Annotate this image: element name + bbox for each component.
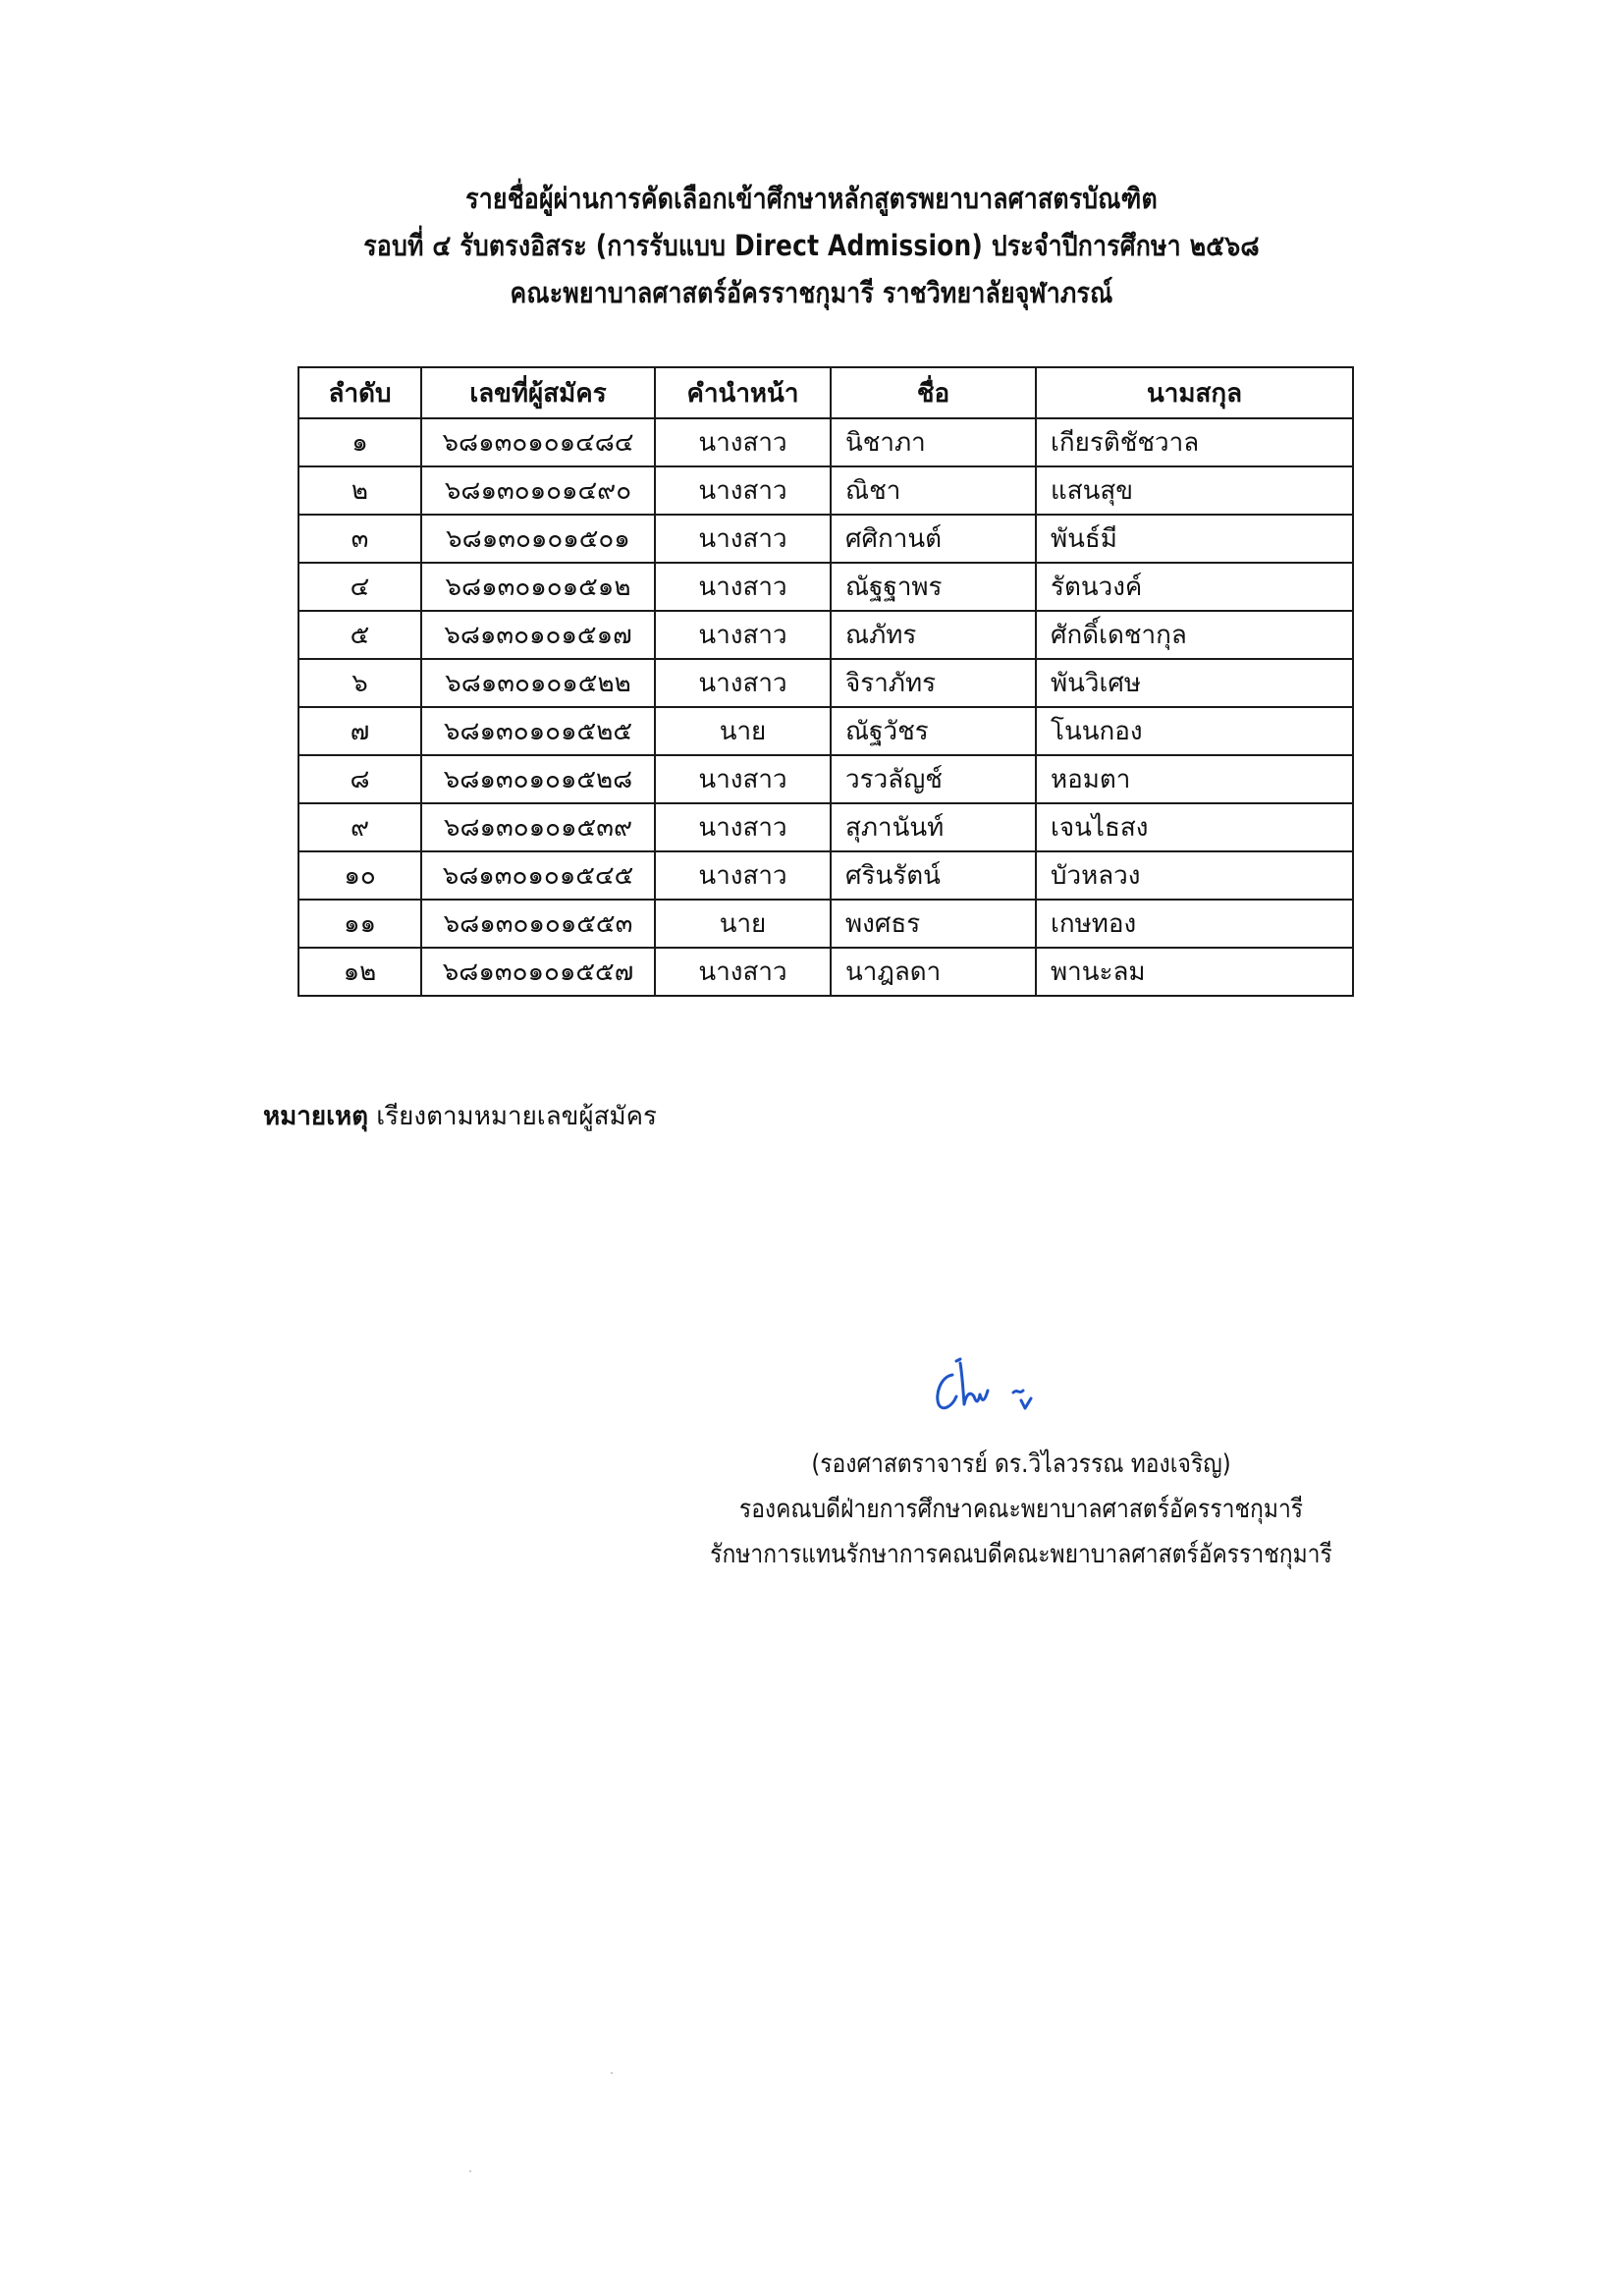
- cell-seq: ๑: [298, 418, 421, 466]
- signature-stroke: [956, 1359, 960, 1361]
- cell-seq: ๔: [298, 563, 421, 611]
- cell-prefix: นางสาว: [655, 659, 831, 707]
- table-row: [298, 803, 1353, 851]
- table-row: [298, 659, 1353, 707]
- cell-applicant-no: ๖๘๑๓๐๑๐๑๕๒๘: [421, 755, 655, 803]
- cell-seq: ๑๑: [298, 900, 421, 948]
- cell-prefix: นาย: [655, 707, 831, 755]
- cell-seq: ๕: [298, 611, 421, 659]
- remark-label: หมายเหตุ: [263, 1102, 369, 1131]
- cell-first-name: สุภานันท์: [831, 803, 1036, 851]
- table-row: [298, 851, 1353, 900]
- cell-last-name: บัวหลวง: [1036, 851, 1353, 900]
- cell-last-name: เจนไธสง: [1036, 803, 1353, 851]
- cell-applicant-no: ๖๘๑๓๐๑๐๑๕๕๗: [421, 948, 655, 996]
- table-row: [298, 515, 1353, 563]
- cell-seq: ๗: [298, 707, 421, 755]
- cell-last-name: หอมตา: [1036, 755, 1353, 803]
- cell-seq: ๘: [298, 755, 421, 803]
- remark-note: [263, 1096, 657, 1136]
- admitted-students-table: [298, 366, 1354, 997]
- cell-last-name: รัตนวงค์: [1036, 563, 1353, 611]
- signature-stroke: [1021, 1398, 1031, 1408]
- table-row: [298, 611, 1353, 659]
- cell-last-name: พานะลม: [1036, 948, 1353, 996]
- table-row: [298, 707, 1353, 755]
- table-row: [298, 900, 1353, 948]
- cell-applicant-no: ๖๘๑๓๐๑๐๑๕๒๕: [421, 707, 655, 755]
- cell-last-name: เกียรติชัชวาล: [1036, 418, 1353, 466]
- table-header-row: [298, 367, 1353, 418]
- cell-first-name: ณัฐฐาพร: [831, 563, 1036, 611]
- cell-applicant-no: ๖๘๑๓๐๑๐๑๕๑๒: [421, 563, 655, 611]
- cell-seq: ๑๐: [298, 851, 421, 900]
- cell-prefix: นางสาว: [655, 948, 831, 996]
- cell-applicant-no: ๖๘๑๓๐๑๐๑๕๒๒: [421, 659, 655, 707]
- scan-artifact: [611, 2072, 613, 2074]
- cell-last-name: โนนกอง: [1036, 707, 1353, 755]
- cell-applicant-no: ๖๘๑๓๐๑๐๑๔๘๔: [421, 418, 655, 466]
- signer-acting-position: รักษาการแทนรักษาการคณบดีคณะพยาบาลศาสตร์อัครราชกุมารี: [710, 1540, 1332, 1569]
- table-row: [298, 466, 1353, 515]
- cell-prefix: นาย: [655, 900, 831, 948]
- cell-first-name: ศศิกานต์: [831, 515, 1036, 563]
- cell-seq: ๒: [298, 466, 421, 515]
- cell-applicant-no: ๖๘๑๓๐๑๐๑๕๓๙: [421, 803, 655, 851]
- signer-name: (รองศาสตราจารย์ ดร.วิไลวรรณ ทองเจริญ): [811, 1449, 1231, 1479]
- cell-prefix: นางสาว: [655, 755, 831, 803]
- table-row: [298, 418, 1353, 466]
- table-body: [298, 418, 1353, 996]
- title-line-faculty: คณะพยาบาลศาสตร์อัครราชกุมารี ราชวิทยาลัยจุฬาภรณ์: [510, 276, 1113, 309]
- cell-applicant-no: ๖๘๑๓๐๑๐๑๔๙๐: [421, 466, 655, 515]
- cell-first-name: ณิชา: [831, 466, 1036, 515]
- table-row: [298, 948, 1353, 996]
- table-row: [298, 563, 1353, 611]
- header-prefix: คำนำหน้า: [655, 367, 831, 418]
- cell-first-name: จิราภัทร: [831, 659, 1036, 707]
- cell-seq: ๑๒: [298, 948, 421, 996]
- cell-prefix: นางสาว: [655, 611, 831, 659]
- table-row: [298, 755, 1353, 803]
- header-seq: ลำดับ: [298, 367, 421, 418]
- cell-first-name: นาฎลดา: [831, 948, 1036, 996]
- remark-text: เรียงตามหมายเลขผู้สมัคร: [368, 1102, 658, 1131]
- cell-first-name: พงศธร: [831, 900, 1036, 948]
- cell-applicant-no: ๖๘๑๓๐๑๐๑๕๑๗: [421, 611, 655, 659]
- cell-applicant-no: ๖๘๑๓๐๑๐๑๕๐๑: [421, 515, 655, 563]
- title-line-round: รอบที่ ๔ รับตรงอิสระ (การรับแบบ Direct Admission) ประจำปีการศึกษา ๒๕๖๘: [363, 229, 1260, 262]
- title-line-program: รายชื่อผู้ผ่านการคัดเลือกเข้าศึกษาหลักสูตรพยาบาลศาสตรบัณฑิต: [465, 182, 1158, 215]
- scan-artifact: [469, 2170, 471, 2172]
- cell-last-name: เกษทอง: [1036, 900, 1353, 948]
- cell-last-name: พันวิเศษ: [1036, 659, 1353, 707]
- cell-seq: ๓: [298, 515, 421, 563]
- signature-stroke: [1013, 1391, 1023, 1393]
- cell-first-name: ณัฐวัชร: [831, 707, 1036, 755]
- signer-position: รองคณบดีฝ่ายการศึกษาคณะพยาบาลศาสตร์อัครราชกุมารี: [738, 1495, 1304, 1524]
- cell-last-name: ศักดิ์เดชากุล: [1036, 611, 1353, 659]
- cell-prefix: นางสาว: [655, 851, 831, 900]
- signature-stroke: [938, 1375, 956, 1408]
- cell-seq: ๙: [298, 803, 421, 851]
- cell-first-name: วรวลัญช์: [831, 755, 1036, 803]
- cell-applicant-no: ๖๘๑๓๐๑๐๑๕๕๓: [421, 900, 655, 948]
- signature-stroke: [960, 1363, 988, 1404]
- cell-first-name: ศรินรัตน์: [831, 851, 1036, 900]
- cell-prefix: นางสาว: [655, 466, 831, 515]
- cell-first-name: ณภัทร: [831, 611, 1036, 659]
- header-first-name: ชื่อ: [831, 367, 1036, 418]
- header-last-name: นามสกุล: [1036, 367, 1353, 418]
- cell-first-name: นิชาภา: [831, 418, 1036, 466]
- cell-last-name: พันธ์มี: [1036, 515, 1353, 563]
- document-title: [0, 175, 1623, 316]
- header-applicant-no: เลขที่ผู้สมัคร: [421, 367, 655, 418]
- cell-last-name: แสนสุข: [1036, 466, 1353, 515]
- cell-prefix: นางสาว: [655, 418, 831, 466]
- cell-applicant-no: ๖๘๑๓๐๑๐๑๕๔๕: [421, 851, 655, 900]
- cell-prefix: นางสาว: [655, 563, 831, 611]
- signer-block: [628, 1442, 1414, 1577]
- cell-seq: ๖: [298, 659, 421, 707]
- cell-prefix: นางสาว: [655, 803, 831, 851]
- cell-prefix: นางสาว: [655, 515, 831, 563]
- handwritten-signature: [931, 1355, 1078, 1424]
